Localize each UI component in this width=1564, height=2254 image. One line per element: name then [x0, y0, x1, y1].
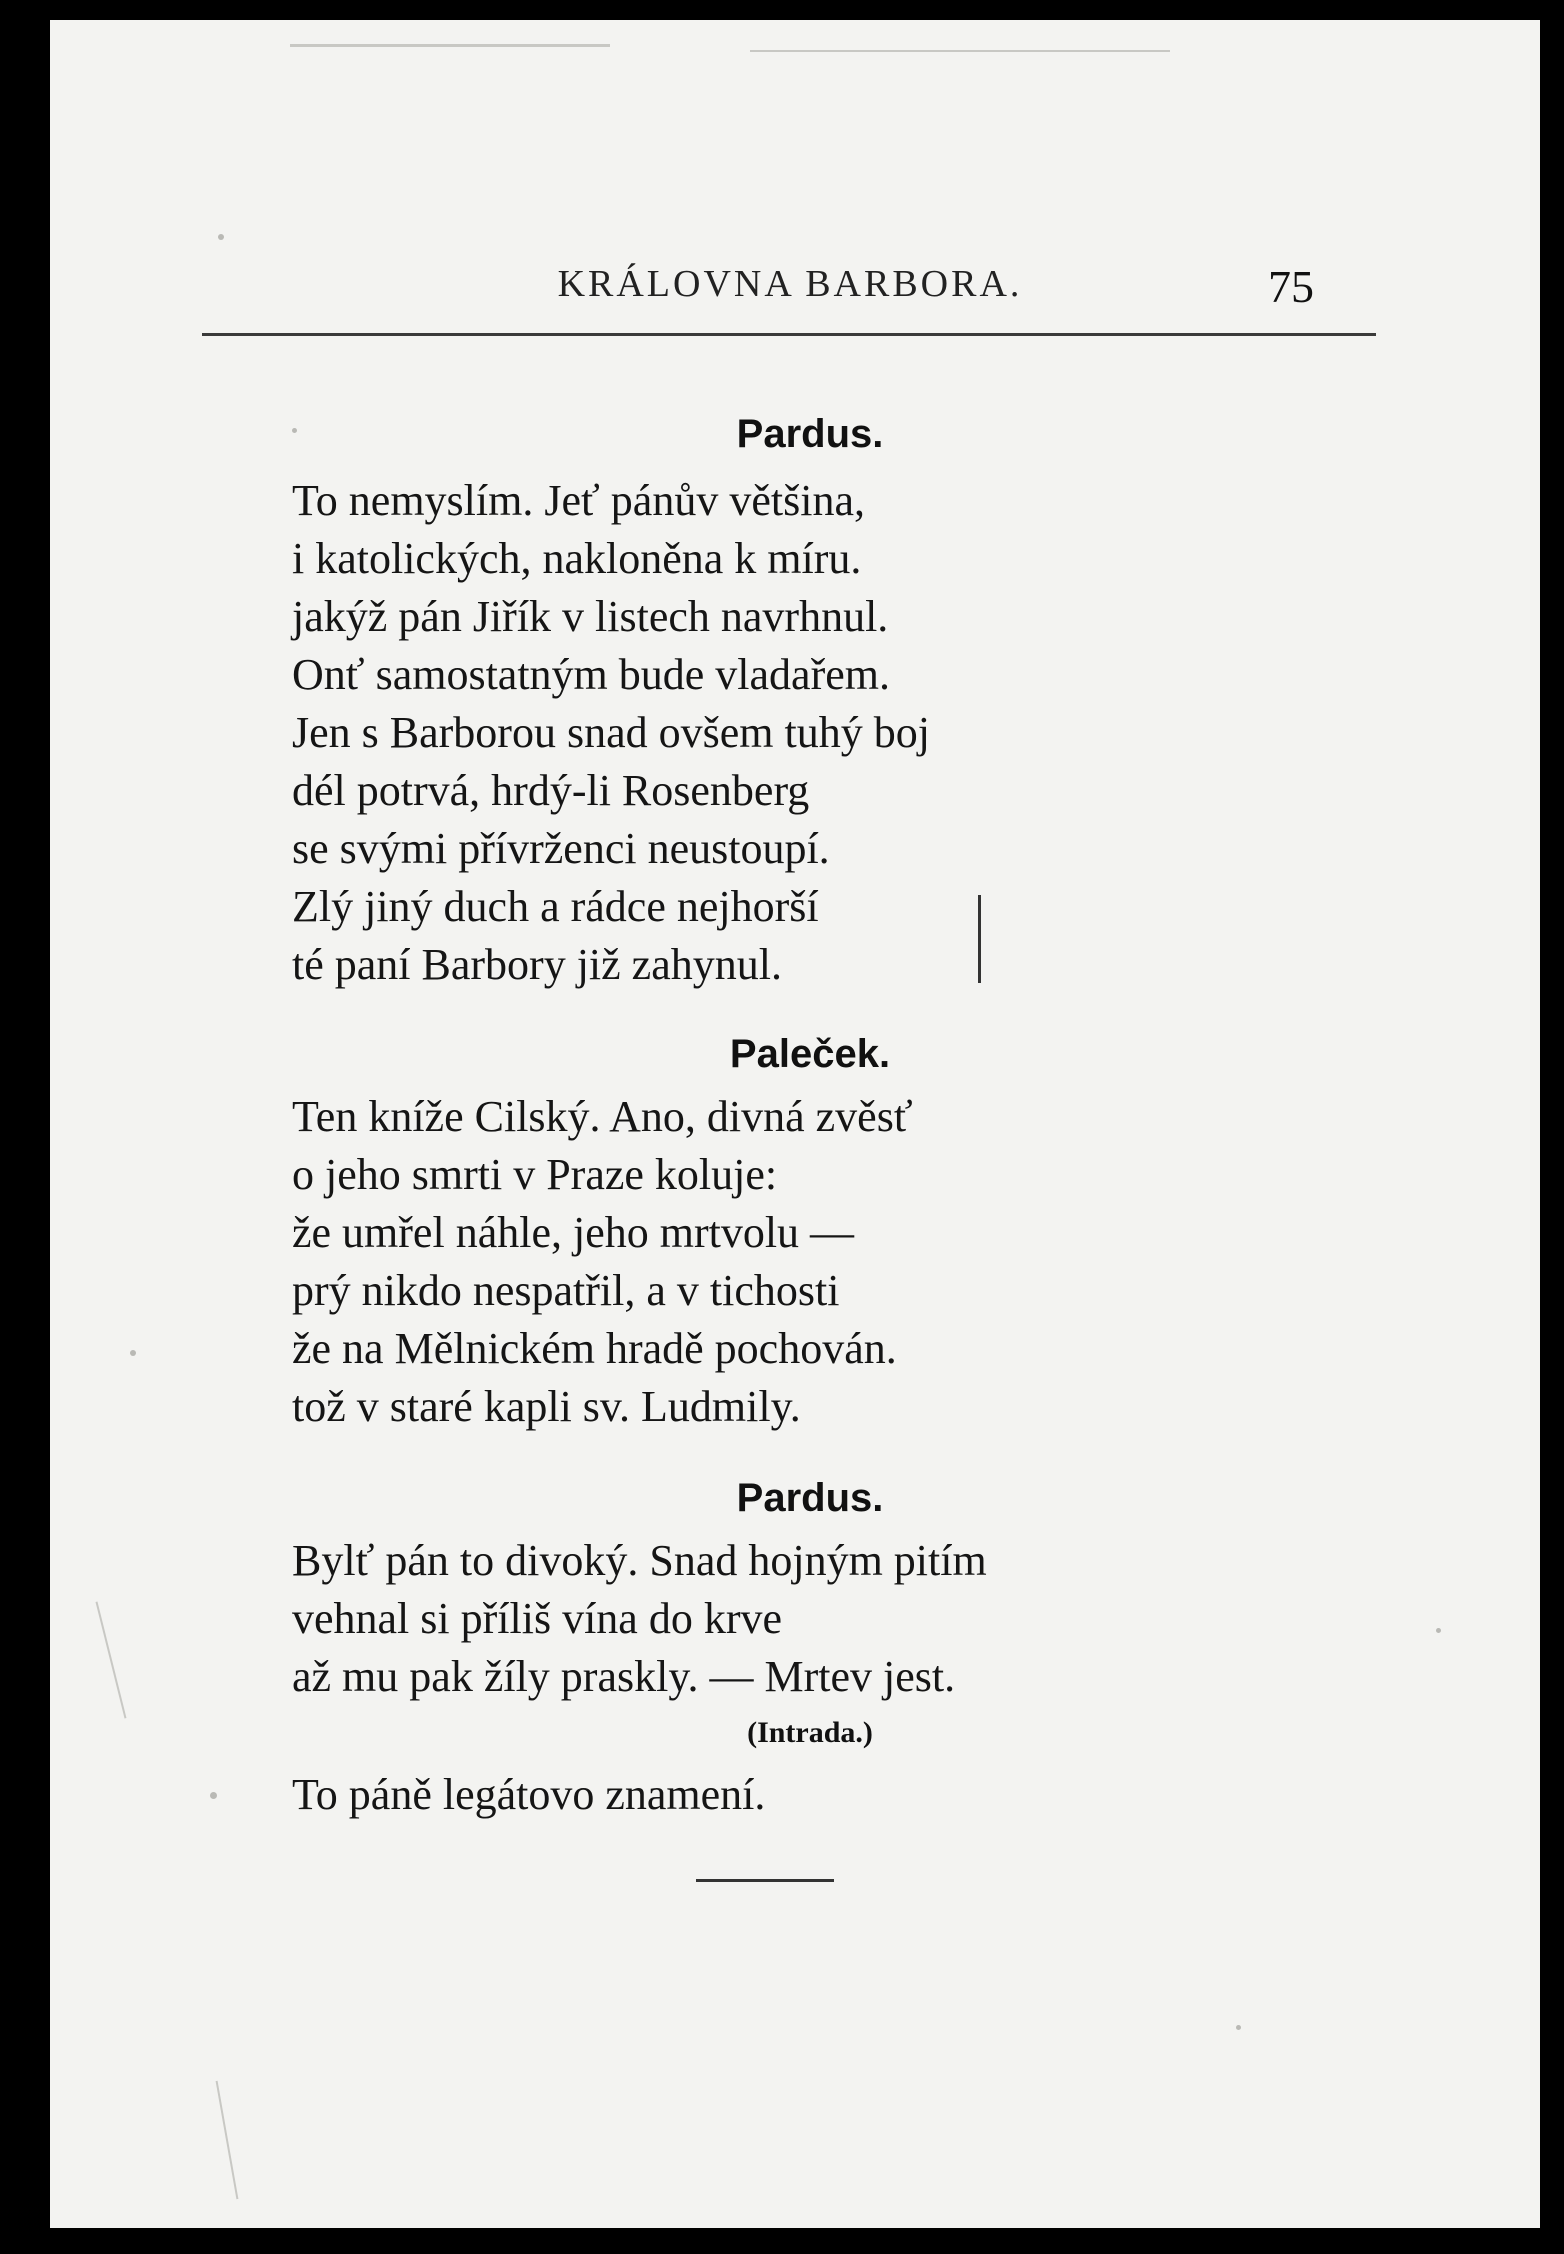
scan-speck — [130, 1350, 136, 1356]
verse-line: že na Mělnickém hradě pochován. — [292, 1324, 897, 1373]
scan-speck — [292, 428, 297, 433]
header-rule — [202, 333, 1376, 336]
verse-line: Ten kníže Cilský. Ano, divná zvěsť — [292, 1092, 913, 1141]
stage-direction: (Intrada.) — [747, 1716, 873, 1749]
verse-block — [292, 472, 930, 994]
verse-line: vehnal si příliš vína do krve — [292, 1594, 783, 1643]
verse-line: až mu pak žíly praskly. — Mrtev jest. — [292, 1652, 956, 1701]
end-rule — [696, 1879, 834, 1882]
margin-mark — [978, 895, 981, 983]
scan-streak — [96, 1602, 127, 1719]
verse-line: Jen s Barborou snad ovšem tuhý boj — [292, 708, 930, 757]
page-number: 75 — [1268, 261, 1314, 312]
verse-line: té paní Barbory již zahynul. — [292, 940, 782, 989]
speaker-name: Pardus. — [736, 412, 884, 456]
scan-speck — [210, 1792, 217, 1799]
verse-line: jakýž pán Jiřík v listech navrhnul. — [292, 592, 889, 641]
speaker-name: Paleček. — [729, 1032, 891, 1076]
verse-line: o jeho smrti v Praze koluje: — [292, 1150, 778, 1199]
scan-speck — [1436, 1628, 1441, 1633]
scan-streak — [750, 50, 1170, 52]
verse-block — [292, 1088, 913, 1436]
scan-streak — [290, 44, 610, 47]
scan-streak — [216, 2081, 239, 2200]
scan-speck — [1236, 2025, 1241, 2030]
verse-line: prý nikdo nespatřil, a v tichosti — [292, 1266, 840, 1315]
verse-line: Zlý jiný duch a rádce nejhorší — [292, 882, 819, 931]
verse-line: že umřel náhle, jeho mrtvolu — — [292, 1208, 855, 1257]
verse-line: To nemyslím. Jeť pánův většina, — [292, 476, 865, 525]
running-head-title: KRÁLOVNA BARBORA. — [557, 263, 1023, 305]
verse-block — [292, 1766, 765, 1824]
book-page — [50, 20, 1540, 2228]
verse-block — [292, 1532, 987, 1706]
verse-line: tož v staré kapli sv. Ludmily. — [292, 1382, 801, 1431]
verse-line: Onť samostatným bude vladařem. — [292, 650, 890, 699]
verse-line: To páně legátovo znamení. — [292, 1770, 766, 1819]
verse-line: se svými přívrženci neustoupí. — [292, 824, 830, 873]
speaker-name: Pardus. — [736, 1476, 884, 1520]
scan-speck — [218, 234, 224, 240]
verse-line: i katolických, nakloněna k míru. — [292, 534, 862, 583]
verse-line: Bylť pán to divoký. Snad hojným pitím — [292, 1536, 987, 1585]
verse-line: dél potrvá, hrdý-li Rosenberg — [292, 766, 810, 815]
